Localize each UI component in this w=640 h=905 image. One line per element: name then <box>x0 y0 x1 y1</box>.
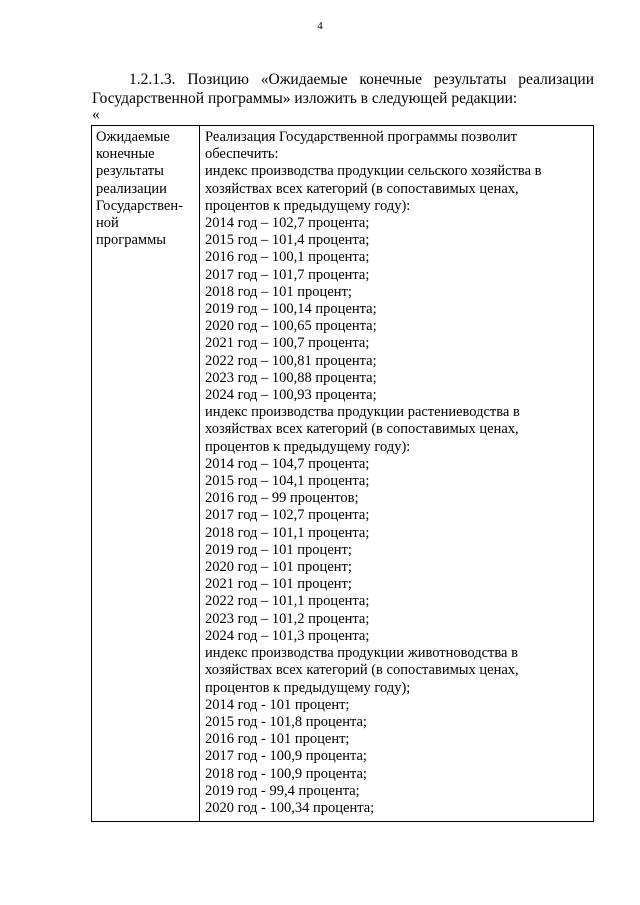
content-line: процентов к предыдущему году); <box>205 679 411 696</box>
content-line: 2021 год – 100,7 процента; <box>205 335 370 352</box>
position-name-line: конечные <box>96 146 155 163</box>
content-line: 2023 год – 100,88 процента; <box>205 369 377 386</box>
content-line: 2018 год – 101,1 процента; <box>205 524 370 541</box>
content-line: 2015 год - 101,8 процента; <box>205 713 367 730</box>
content-line: 2015 год – 101,4 процента; <box>205 232 370 249</box>
position-name-line: программы <box>96 232 166 249</box>
opening-quote: « <box>92 106 100 123</box>
content-line: обеспечить: <box>205 146 279 163</box>
position-name-cell <box>92 126 200 822</box>
position-name-line: Государствен- <box>96 197 183 214</box>
content-line: 2015 год – 104,1 процента; <box>205 473 370 490</box>
content-line: хозяйствах всех категорий (в сопоставимых ценах, <box>205 180 519 197</box>
content-line: 2019 год – 101 процент; <box>205 541 352 558</box>
content-line: 2019 год - 99,4 процента; <box>205 782 360 799</box>
content-line: 2022 год – 100,81 процента; <box>205 352 377 369</box>
position-name-line: реализации <box>96 180 167 197</box>
position-name-line: результаты <box>96 163 164 180</box>
position-name <box>96 129 195 249</box>
content-line: 2017 год – 101,7 процента; <box>205 266 370 283</box>
page-number: 4 <box>317 20 323 32</box>
content-line: индекс производства продукции животноводства в <box>205 645 518 662</box>
amendment-intro <box>92 70 594 108</box>
content-line: 2018 год - 100,9 процента; <box>205 765 367 782</box>
content-line: 2017 год - 100,9 процента; <box>205 748 367 765</box>
content-line: 2016 год - 101 процент; <box>205 731 350 748</box>
content-line: 2021 год – 101 процент; <box>205 576 352 593</box>
position-name-line: ной <box>96 215 119 232</box>
content-line: 2023 год – 101,2 процента; <box>205 610 370 627</box>
intro-line-1: 1.2.1.3. Позицию «Ожидаемые конечные результаты реализации <box>129 71 594 88</box>
content-line: 2014 год – 102,7 процента; <box>205 215 370 232</box>
content-line: 2014 год - 101 процент; <box>205 696 350 713</box>
content-line: Реализация Государственной программы позволит <box>205 129 517 145</box>
content-line: 2020 год - 100,34 процента; <box>205 799 375 816</box>
content-line: индекс производства продукции растениеводства в <box>205 404 520 421</box>
content-line: процентов к предыдущему году): <box>205 197 411 214</box>
content-line: хозяйствах всех категорий (в сопоставимых ценах, <box>205 421 519 438</box>
content-line: 2020 год – 100,65 процента; <box>205 318 377 335</box>
content-line: 2017 год – 102,7 процента; <box>205 507 370 524</box>
content-line: 2016 год – 100,1 процента; <box>205 249 370 266</box>
content-line: 2020 год – 101 процент; <box>205 559 352 576</box>
content-line: процентов к предыдущему году): <box>205 438 411 455</box>
content-line: 2014 год – 104,7 процента; <box>205 455 370 472</box>
content-line: 2018 год – 101 процент; <box>205 283 352 300</box>
content-line: индекс производства продукции сельского хозяйства в <box>205 163 542 180</box>
content-line: хозяйствах всех категорий (в сопоставимых ценах, <box>205 662 519 679</box>
position-content-cell <box>200 126 594 822</box>
amendment-table <box>91 125 594 822</box>
content-line: 2022 год – 101,1 процента; <box>205 593 370 610</box>
content-line: 2024 год – 101,3 процента; <box>205 627 370 644</box>
position-name-line: Ожидаемые <box>96 129 170 145</box>
content-line: 2024 год – 100,93 процента; <box>205 387 377 404</box>
content-line: 2016 год – 99 процентов; <box>205 490 359 507</box>
content-line: 2019 год – 100,14 процента; <box>205 301 377 318</box>
intro-line-2: Государственной программы» изложить в следующей редакции: <box>92 90 518 107</box>
table-row <box>92 126 594 822</box>
position-content <box>205 129 589 817</box>
